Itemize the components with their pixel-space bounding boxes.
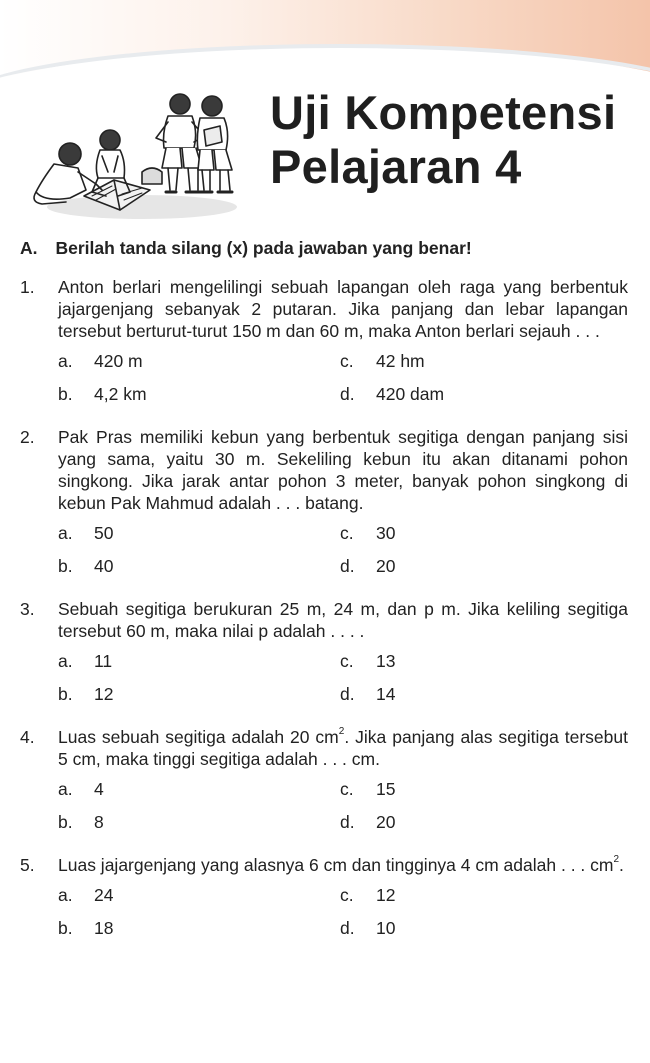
title-line-2: Pelajaran 4 xyxy=(270,140,522,193)
option-text: 50 xyxy=(94,523,114,543)
answer-option[interactable] xyxy=(58,884,340,906)
option-text: 4,2 km xyxy=(94,384,147,404)
question-text-part: Luas sebuah segitiga adalah 20 cm xyxy=(58,727,339,747)
option-text: 11 xyxy=(94,651,113,671)
option-text: 8 xyxy=(94,812,104,832)
option-letter: a. xyxy=(58,885,73,905)
question-number: 2. xyxy=(20,427,35,447)
option-text: 30 xyxy=(376,523,396,543)
children-studying-illustration xyxy=(22,92,252,227)
answer-options xyxy=(58,650,628,705)
superscript: 2 xyxy=(613,854,620,866)
answer-option[interactable] xyxy=(340,383,628,405)
answer-option[interactable] xyxy=(340,555,628,577)
option-text: 420 dam xyxy=(376,384,445,404)
option-letter: d. xyxy=(340,812,355,832)
question-text xyxy=(58,854,628,876)
question-3 xyxy=(20,598,628,705)
question-2 xyxy=(20,426,628,577)
option-letter: b. xyxy=(58,812,73,832)
answer-options xyxy=(58,884,628,939)
question-text: Anton berlari mengelilingi sebuah lapangan oleh raga yang berbentuk jajargenjang sebanyak 2 putaran. Jika panjang dan lebar lapangan tersebut berturut-turut 150 m dan 60 m, maka Anton berlari sejauh . . . xyxy=(58,277,628,341)
answer-option[interactable] xyxy=(58,383,340,405)
answer-option[interactable] xyxy=(340,350,628,372)
answer-options xyxy=(58,350,628,405)
option-text: 12 xyxy=(94,684,114,704)
option-text: 14 xyxy=(376,684,396,704)
option-letter: a. xyxy=(58,351,73,371)
option-text: 20 xyxy=(376,812,396,832)
answer-option[interactable] xyxy=(58,522,340,544)
option-letter: c. xyxy=(340,651,354,671)
option-text: 40 xyxy=(94,556,114,576)
superscript: 2 xyxy=(338,726,345,738)
page-title xyxy=(270,86,616,194)
option-letter: b. xyxy=(58,684,73,704)
answer-option[interactable] xyxy=(340,917,628,939)
answer-options xyxy=(58,522,628,577)
answer-option[interactable] xyxy=(58,917,340,939)
option-letter: c. xyxy=(340,351,354,371)
question-text-part: . Jika panjang alas segitiga tersebut 5 cm, maka tinggi segitiga adalah . . . cm. xyxy=(58,727,628,769)
question-text-part: . xyxy=(619,855,624,875)
option-text: 42 hm xyxy=(376,351,425,371)
question-number: 1. xyxy=(20,277,35,297)
section-letter: A. xyxy=(20,238,38,258)
question-number: 5. xyxy=(20,855,35,875)
answer-option[interactable] xyxy=(58,350,340,372)
question-text: Pak Pras memiliki kebun yang berbentuk segitiga dengan panjang sisi yang sama, yaitu 30 m. Sekeliling kebun itu akan ditanami pohon singkong. Jika jarak antar pohon 3 meter, banyak pohon singkong di kebun Pak Mahmud adalah . . . batang. xyxy=(58,427,628,513)
title-line-1: Uji Kompetensi xyxy=(270,86,617,139)
question-1 xyxy=(20,276,628,405)
question-text xyxy=(58,726,628,770)
question-number: 3. xyxy=(20,599,35,619)
option-text: 13 xyxy=(376,651,396,671)
answer-option[interactable] xyxy=(58,555,340,577)
answer-option[interactable] xyxy=(58,650,340,672)
option-letter: c. xyxy=(340,523,354,543)
option-letter: b. xyxy=(58,384,73,404)
option-text: 4 xyxy=(94,779,104,799)
question-text-part: Luas jajargenjang yang alasnya 6 cm dan tingginya 4 cm adalah . . . cm xyxy=(58,855,614,875)
option-letter: d. xyxy=(340,384,355,404)
question-4 xyxy=(20,726,628,833)
option-letter: c. xyxy=(340,885,354,905)
option-letter: a. xyxy=(58,779,73,799)
option-text: 420 m xyxy=(94,351,143,371)
question-list xyxy=(20,276,628,960)
section-heading xyxy=(20,238,472,259)
answer-option[interactable] xyxy=(340,884,628,906)
answer-option[interactable] xyxy=(340,683,628,705)
option-text: 24 xyxy=(94,885,114,905)
option-text: 18 xyxy=(94,918,114,938)
option-letter: c. xyxy=(340,779,354,799)
question-5 xyxy=(20,854,628,939)
question-number: 4. xyxy=(20,727,35,747)
option-letter: d. xyxy=(340,556,355,576)
answer-option[interactable] xyxy=(340,811,628,833)
answer-option[interactable] xyxy=(340,778,628,800)
option-letter: d. xyxy=(340,684,355,704)
option-text: 10 xyxy=(376,918,396,938)
option-letter: b. xyxy=(58,556,73,576)
option-letter: b. xyxy=(58,918,73,938)
answer-options xyxy=(58,778,628,833)
answer-option[interactable] xyxy=(340,650,628,672)
option-text: 12 xyxy=(376,885,396,905)
option-letter: a. xyxy=(58,651,73,671)
answer-option[interactable] xyxy=(58,683,340,705)
option-text: 20 xyxy=(376,556,396,576)
answer-option[interactable] xyxy=(340,522,628,544)
option-letter: d. xyxy=(340,918,355,938)
option-letter: a. xyxy=(58,523,73,543)
answer-option[interactable] xyxy=(58,778,340,800)
option-text: 15 xyxy=(376,779,396,799)
answer-option[interactable] xyxy=(58,811,340,833)
section-instruction: Berilah tanda silang (x) pada jawaban yang benar! xyxy=(55,238,472,258)
question-text: Sebuah segitiga berukuran 25 m, 24 m, dan p m. Jika keliling segitiga tersebut 60 m, maka nilai p adalah . . . . xyxy=(58,599,628,641)
